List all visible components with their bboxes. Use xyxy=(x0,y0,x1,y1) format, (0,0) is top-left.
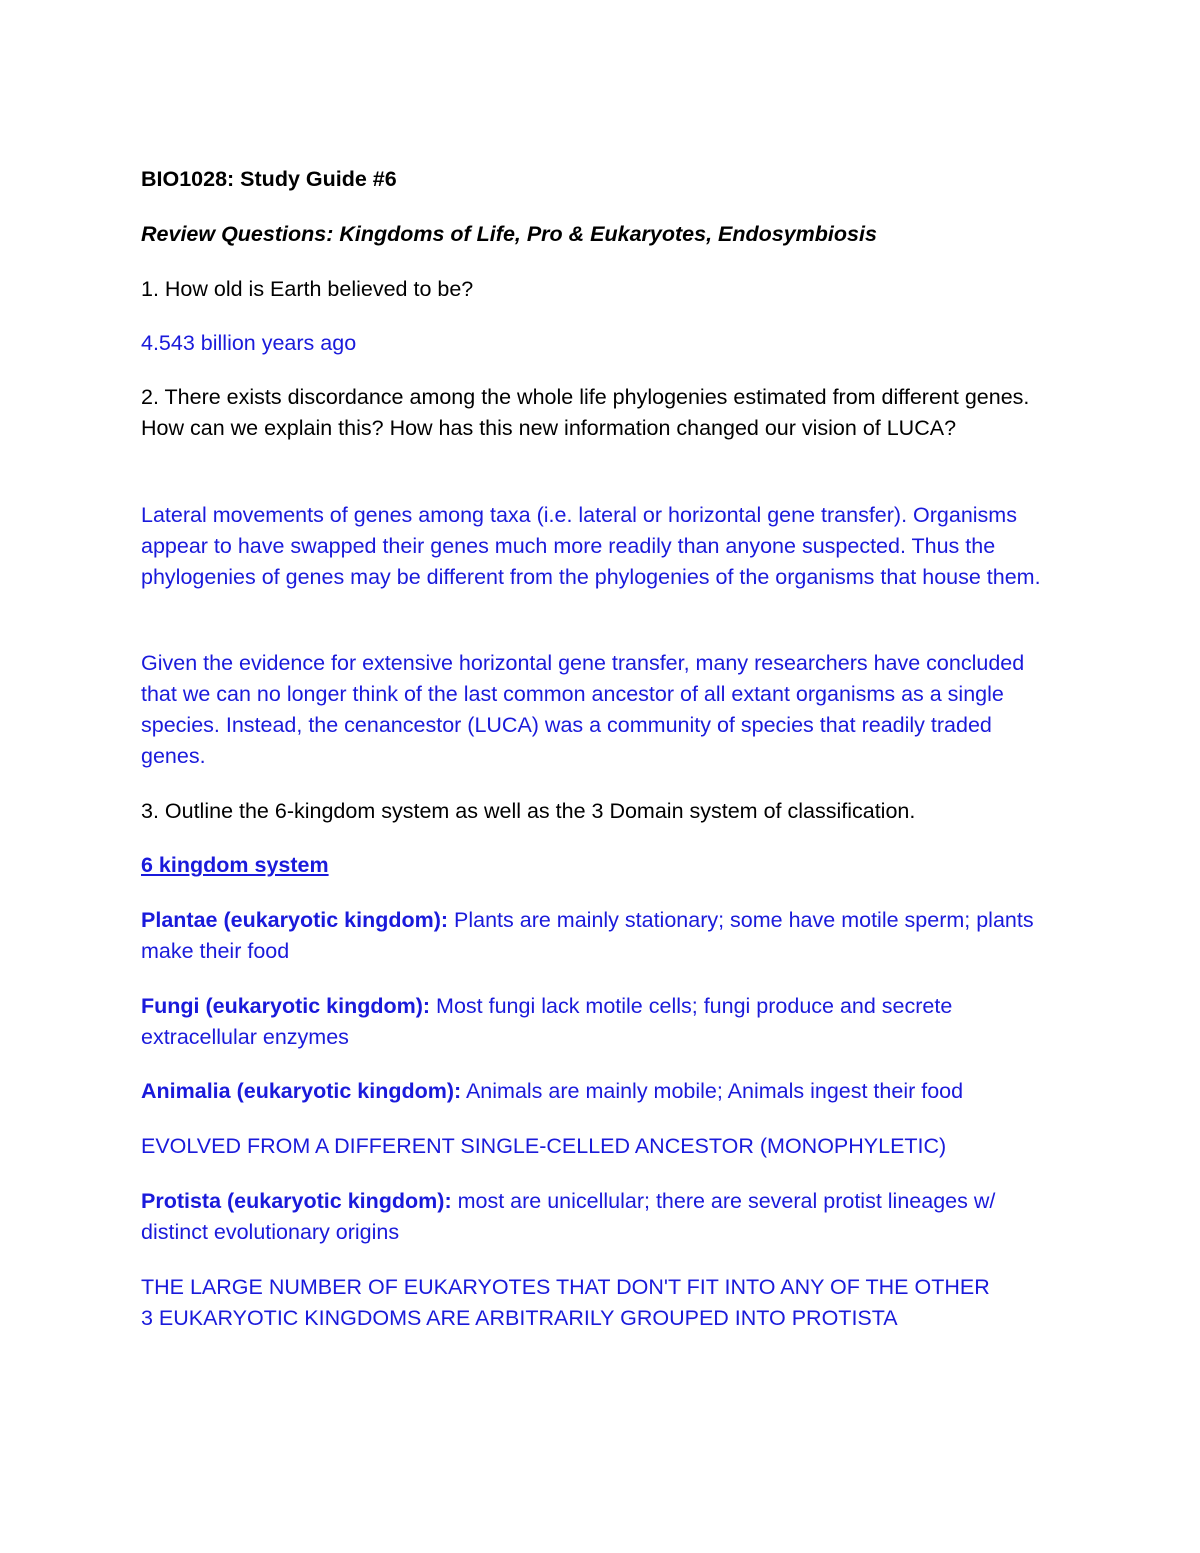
kingdom-description: Animals are mainly mobile; Animals ingest their food xyxy=(461,1079,964,1103)
answer-2-paragraph-1: Lateral movements of genes among taxa (i.e. lateral or horizontal gene transfer). Organisms appear to have swapped their genes much more readily than anyone suspected. Thus the phylogenies of genes may be different from the phylogenies of the organisms that house them. xyxy=(141,503,1041,589)
kingdom-description: Most fungi lack motile cells; fungi produce and secrete extracellular enzymes xyxy=(141,994,953,1049)
kingdom-label: Plantae (eukaryotic kingdom): xyxy=(141,908,449,932)
question-2: 2. There exists discordance among the whole life phylogenies estimated from different genes. How can we explain this? How has this new information changed our vision of LUCA? xyxy=(141,385,1030,440)
question-1: 1. How old is Earth believed to be? xyxy=(141,277,474,301)
kingdom-label: Protista (eukaryotic kingdom): xyxy=(141,1189,452,1213)
kingdom-label: Fungi (eukaryotic kingdom): xyxy=(141,994,431,1018)
answer-2-paragraph-2: Given the evidence for extensive horizontal gene transfer, many researchers have concluded that we can no longer think of the last common ancestor of all extant organisms as a single species. Instead, the cenancestor (LUCA) was a community of species that readily traded genes. xyxy=(141,651,1025,768)
protista-note: THE LARGE NUMBER OF EUKARYOTES THAT DON'T FIT INTO ANY OF THE OTHER 3 EUKARYOTIC KINGDOMS ARE ARBITRARILY GROUPED INTO PROTISTA xyxy=(141,1275,990,1330)
question-3: 3. Outline the 6-kingdom system as well as the 3 Domain system of classification. xyxy=(141,799,916,823)
answer-1: 4.543 billion years ago xyxy=(141,331,357,355)
kingdom-protista xyxy=(141,1186,1056,1248)
kingdom-animalia xyxy=(141,1076,1071,1107)
kingdom-description: Plants are mainly stationary; some have motile sperm; plants make their food xyxy=(141,908,1034,963)
kingdom-plantae xyxy=(141,905,1056,967)
evolved-note: EVOLVED FROM A DIFFERENT SINGLE-CELLED ANCESTOR (MONOPHYLETIC) xyxy=(141,1134,947,1158)
document-subtitle: Review Questions: Kingdoms of Life, Pro & Eukaryotes, Endosymbiosis xyxy=(141,222,877,246)
document-title: BIO1028: Study Guide #6 xyxy=(141,167,397,191)
six-kingdom-heading: 6 kingdom system xyxy=(141,853,329,877)
kingdom-label: Animalia (eukaryotic kingdom): xyxy=(141,1079,462,1103)
kingdom-fungi xyxy=(141,991,1041,1053)
kingdom-description: most are unicellular; there are several protist lineages w/ distinct evolutionary origins xyxy=(141,1189,996,1244)
